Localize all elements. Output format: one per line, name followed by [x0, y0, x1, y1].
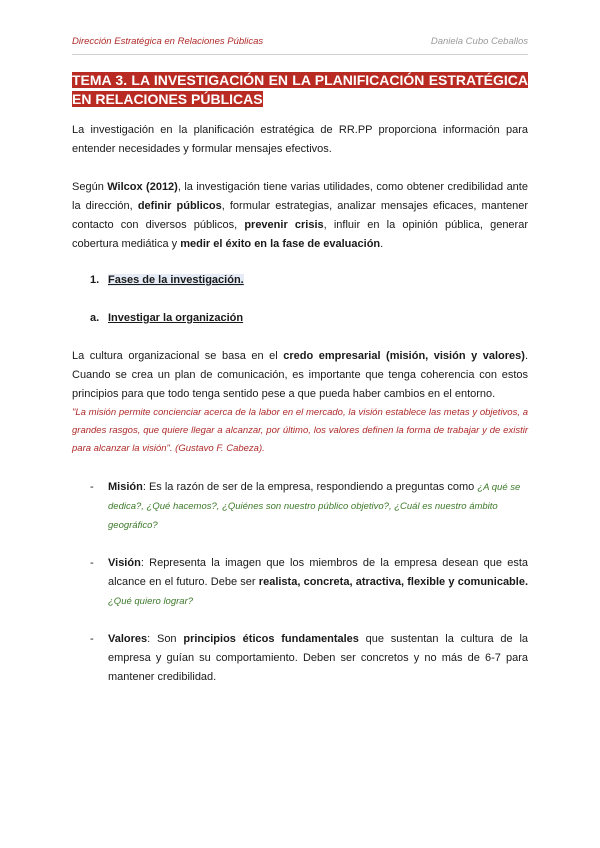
section-heading-phases: 1. Fases de la investigación.: [90, 274, 244, 286]
document-body: [72, 71, 528, 687]
bullet-vision: - Visión: Representa la imagen que los miembros de la empresa desean que esta alcance en el futuro. Debe ser realista, concreta, atractiva, flexible y comunicable. ¿Qué quiero lograr?: [90, 557, 529, 607]
document-title: [72, 71, 528, 109]
header-divider: [72, 54, 528, 55]
bullet-valores: - Valores: Son principios éticos fundamentales que sustentan la cultura de la empresa y guían su comportamiento. Deben ser concretos y no más de 6-7 para mantener credibilidad.: [90, 633, 529, 683]
subsection-heading-organization: a. Investigar la organización: [90, 312, 244, 324]
header-course-title: Dirección Estratégica en Relaciones Públicas: [72, 36, 264, 47]
intro-paragraph: La investigación en la planificación estratégica de RR.PP proporciona información para entender necesidades y formular mensajes efectivos.: [72, 124, 528, 155]
cultura-paragraph: La cultura organizacional se basa en el credo empresarial (misión, visión y valores). Cuando se crea un plan de comunicación, es importante que tenga coherencia con estos principios para que todo tenga sentido pese a que pueda haber cambios en el entorno.: [72, 350, 528, 400]
wilcox-paragraph: Según Wilcox (2012), la investigación tiene varias utilidades, como obtener credibilidad ante la dirección, definir públicos, formular estrategias, analizar mensajes eficaces, mantener contacto con diversos públicos, prevenir crisis, influir en la opinión pública, generar cobertura mediática y medir el éxito en la fase de evaluación.: [72, 181, 528, 250]
quote-cabeza: "La misión permite concienciar acerca de la labor en el mercado, la visión establece las metas y objetivos, a grandes rasgos, que quiere llegar a alcanzar, por último, los valores definen la forma de trabajar y de existir para alcanzar la visión". (Gustavo F. Cabeza).: [72, 407, 528, 454]
wilcox-citation: Wilcox (2012): [107, 181, 178, 193]
title-text: TEMA 3. LA INVESTIGACIÓN EN LA PLANIFICACIÓN ESTRATÉGICA EN RELACIONES PÚBLICAS: [72, 72, 528, 107]
header-author: Daniela Cubo Ceballos: [430, 36, 528, 47]
bullet-mision: - Misión: Es la razón de ser de la empresa, respondiendo a preguntas como ¿A qué se dedica?, ¿Qué hacemos?, ¿Quiénes son nuestro público objetivo?, ¿Cuál es nuestro ámbito geográfico?: [90, 481, 521, 531]
